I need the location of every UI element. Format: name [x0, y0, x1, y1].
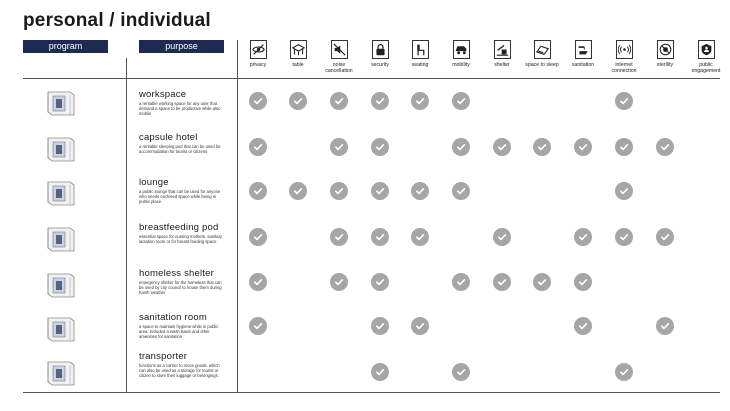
- check-mark-icon: [249, 273, 267, 291]
- check-mark-icon: [574, 317, 592, 335]
- program-name: transporter: [139, 351, 188, 362]
- check-mark-icon: [371, 228, 389, 246]
- check-mark-icon: [656, 317, 674, 335]
- column-header-sanitation: [564, 40, 602, 68]
- check-mark-icon: [249, 138, 267, 156]
- program-name: breastfeeding pod: [139, 222, 219, 233]
- shelter-icon: [494, 40, 511, 59]
- program-name: lounge: [139, 177, 169, 188]
- column-label: public engagement: [691, 62, 721, 74]
- check-mark-icon: [330, 228, 348, 246]
- check-mark-icon: [493, 228, 511, 246]
- header-rule: [23, 78, 720, 79]
- check-mark-icon: [249, 228, 267, 246]
- check-mark-icon: [656, 138, 674, 156]
- speaker-muted-icon: [331, 40, 348, 59]
- check-mark-icon: [533, 273, 551, 291]
- check-mark-icon: [411, 182, 429, 200]
- check-mark-icon: [533, 138, 551, 156]
- hand-washing-icon: [575, 40, 592, 59]
- check-mark-icon: [330, 273, 348, 291]
- program-description: a rentable sleeping pod that can be used for accommodation for tourist or citizens: [139, 144, 221, 154]
- column-label: sterility: [656, 62, 674, 68]
- check-mark-icon: [493, 138, 511, 156]
- eye-slash-icon: [250, 40, 267, 59]
- check-mark-icon: [615, 182, 633, 200]
- check-mark-icon: [371, 317, 389, 335]
- purpose-header: purpose: [139, 40, 224, 53]
- program-name: capsule hotel: [139, 132, 198, 143]
- program-description: essential space for nursing mothers. sanitary lactation room or for breast-feeding space: [139, 234, 223, 244]
- check-mark-icon: [289, 182, 307, 200]
- bed-icon: [534, 40, 551, 59]
- wifi-icon: [616, 40, 633, 59]
- program-description: functions as a carrier to move goods. which can also be used as a storage for tourist or citizen to store their luggage or belongings.: [139, 363, 220, 378]
- column-header-privacy: [239, 40, 277, 68]
- check-mark-icon: [330, 182, 348, 200]
- page-title: personal / individual: [23, 10, 211, 31]
- check-mark-icon: [289, 92, 307, 110]
- column-label: seating: [411, 62, 429, 68]
- check-mark-icon: [452, 138, 470, 156]
- column-header-noise: [320, 40, 358, 74]
- column-label: internet connection: [611, 62, 637, 74]
- program-thumbnail: [44, 178, 78, 208]
- chair-icon: [412, 40, 429, 59]
- check-mark-icon: [452, 92, 470, 110]
- program-thumbnail: [44, 314, 78, 344]
- footer-rule: [23, 392, 720, 393]
- column-header-mobility: [442, 40, 480, 68]
- program-name: homeless shelter: [139, 268, 215, 279]
- column-label: sanitation: [571, 62, 595, 68]
- check-mark-icon: [330, 92, 348, 110]
- check-mark-icon: [371, 273, 389, 291]
- check-mark-icon: [656, 228, 674, 246]
- program-description: a public lounge that can be used for anyone who needs enclosed space while being in public place: [139, 189, 221, 204]
- program-description: a rentable working space for any user that demand a space to be productive while also mobile: [139, 101, 221, 116]
- column-label: privacy: [249, 62, 267, 68]
- check-mark-icon: [452, 182, 470, 200]
- column-header-public: [687, 40, 725, 74]
- program-name: workspace: [139, 89, 187, 100]
- column-header-shelter: [483, 40, 521, 68]
- check-mark-icon: [249, 92, 267, 110]
- check-mark-icon: [411, 228, 429, 246]
- check-mark-icon: [371, 92, 389, 110]
- check-mark-icon: [249, 317, 267, 335]
- check-mark-icon: [411, 317, 429, 335]
- check-mark-icon: [371, 182, 389, 200]
- column-header-seating: [401, 40, 439, 68]
- check-mark-icon: [411, 92, 429, 110]
- column-label: space to sleep: [525, 62, 559, 68]
- column-header-internet: [605, 40, 643, 74]
- program-thumbnail: [44, 358, 78, 388]
- program-thumbnail: [44, 88, 78, 118]
- check-mark-icon: [452, 273, 470, 291]
- column-header-sleep: [523, 40, 561, 68]
- check-mark-icon: [615, 228, 633, 246]
- table-icon: [290, 40, 307, 59]
- people-icon: [698, 40, 715, 59]
- check-mark-icon: [615, 92, 633, 110]
- check-mark-icon: [574, 273, 592, 291]
- column-label: security: [371, 62, 389, 68]
- check-mark-icon: [574, 138, 592, 156]
- check-mark-icon: [493, 273, 511, 291]
- purpose-matrix-divider: [237, 40, 238, 392]
- column-header-security: [361, 40, 399, 68]
- column-header-sterility: [646, 40, 684, 68]
- program-description: emergency shelter for the homeless that can be used by city council to house them during harsh weather: [139, 280, 222, 295]
- program-name: sanitation room: [139, 312, 207, 323]
- check-mark-icon: [371, 363, 389, 381]
- check-mark-icon: [249, 182, 267, 200]
- column-label: noise cancellation: [325, 62, 353, 74]
- check-mark-icon: [615, 138, 633, 156]
- column-label: mobility: [452, 62, 470, 68]
- check-mark-icon: [574, 228, 592, 246]
- program-purpose-divider: [126, 58, 127, 392]
- column-label: table: [292, 62, 304, 68]
- sterility-icon: [657, 40, 674, 59]
- padlock-icon: [372, 40, 389, 59]
- check-mark-icon: [615, 363, 633, 381]
- column-header-table: [279, 40, 317, 68]
- check-mark-icon: [452, 363, 470, 381]
- program-thumbnail: [44, 134, 78, 164]
- check-mark-icon: [330, 138, 348, 156]
- vehicle-icon: [453, 40, 470, 59]
- program-thumbnail: [44, 270, 78, 300]
- program-header: program: [23, 40, 108, 53]
- program-description: a space to maintain hygiene while in public area. included a wash basin and other amenities for sanitation: [139, 324, 219, 339]
- program-thumbnail: [44, 224, 78, 254]
- check-mark-icon: [371, 138, 389, 156]
- column-label: shelter: [494, 62, 510, 68]
